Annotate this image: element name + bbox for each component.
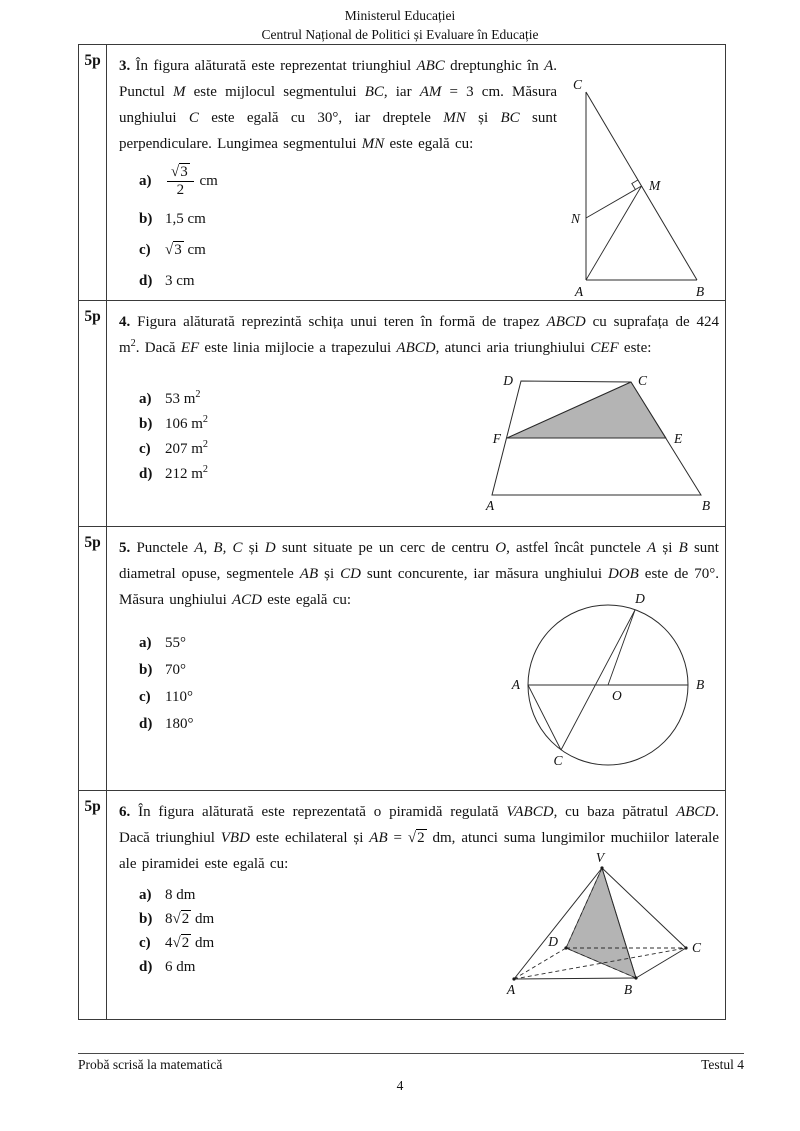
vertex-label: D bbox=[548, 934, 558, 949]
points-cell: 5p bbox=[79, 791, 107, 1019]
option-label: b) bbox=[139, 416, 153, 432]
question-row-3 bbox=[79, 45, 725, 301]
option-label: a) bbox=[139, 635, 152, 651]
option-value: 70° bbox=[165, 662, 186, 678]
shaded-triangle bbox=[507, 382, 666, 438]
option-value: 6 dm bbox=[165, 959, 196, 975]
option-value: 180° bbox=[165, 716, 194, 732]
option-value: 53 $m^2$ bbox=[165, 389, 201, 407]
figure-trapezoid bbox=[481, 368, 716, 521]
footer-left-text: Probă scrisă la matematică bbox=[78, 1057, 223, 1072]
figure-right-triangle bbox=[565, 79, 725, 306]
figure-pyramid bbox=[496, 851, 716, 1006]
vertex-label: A bbox=[485, 498, 495, 513]
option-value: 110° bbox=[165, 689, 193, 705]
vertex-label: D bbox=[503, 373, 513, 388]
option-label: d) bbox=[139, 959, 153, 975]
vertex-label: F bbox=[492, 431, 501, 446]
figure-circle bbox=[506, 592, 716, 787]
option-label: b) bbox=[139, 662, 153, 678]
vertex-label: A bbox=[574, 284, 584, 299]
question-text: 6. În figura alăturată este reprezentată o piramidă regulată VABCD, cu baza pătratul ABCD. Dacă triunghiul VBD este echilateral și AB = √2 dm, atunci suma lungimilor muchiilor laterale ale piramidei este egală cu: bbox=[119, 804, 719, 872]
option-value: 1,5 cm bbox=[165, 211, 206, 227]
page-header bbox=[0, 0, 800, 44]
center-label: O bbox=[612, 688, 622, 703]
question-row-4 bbox=[79, 301, 725, 527]
option-label: c) bbox=[139, 441, 151, 457]
option-a bbox=[139, 163, 557, 201]
option-label: b) bbox=[139, 211, 153, 227]
option-value: 55° bbox=[165, 635, 186, 651]
question-row-5 bbox=[79, 527, 725, 791]
vertex-label: C bbox=[553, 753, 563, 768]
option-value: 106 $m^2$ bbox=[165, 414, 209, 432]
points-cell: 5p bbox=[79, 527, 107, 790]
option-label: c) bbox=[139, 689, 151, 705]
option-value: 4√2 dm bbox=[165, 935, 215, 951]
vertex-label: B bbox=[623, 982, 633, 997]
option-b bbox=[139, 208, 557, 232]
option-label: a) bbox=[139, 391, 152, 407]
option-label: b) bbox=[139, 911, 153, 927]
circle-figure bbox=[506, 592, 716, 782]
option-value: 207 $m^2$ bbox=[165, 439, 209, 457]
ministry-title: Ministerul Educației bbox=[344, 8, 456, 23]
trapezoid-figure bbox=[481, 368, 716, 516]
option-label: d) bbox=[139, 273, 153, 289]
option-label: c) bbox=[139, 935, 151, 951]
option-value: √3 cm bbox=[165, 242, 206, 258]
option-label: a) bbox=[139, 173, 152, 190]
pyramid-figure bbox=[496, 851, 716, 1001]
center-subtitle: Centrul Național de Politici și Evaluare în Educație bbox=[261, 27, 539, 42]
right-angle-marker bbox=[632, 180, 638, 190]
option-label: d) bbox=[139, 466, 153, 482]
option-value: 212 $m^2$ bbox=[165, 464, 209, 482]
question-content bbox=[107, 301, 725, 526]
option-value: $\frac{√3}{2}$ cm bbox=[165, 163, 218, 201]
option-value: 8 dm bbox=[165, 887, 196, 903]
question-text: 4. Figura alăturată reprezintă schița unui teren în formă de trapez ABCD cu suprafața de 424 $m^2$. Dacă EF este linia mijlocie a trapezului ABCD, atunci aria triunghiului CEF este: bbox=[119, 314, 719, 356]
vertex-label: C bbox=[638, 373, 648, 388]
vertex-label: M bbox=[649, 178, 661, 193]
vertex-label: D bbox=[635, 592, 645, 606]
page-number: 4 bbox=[396, 1078, 404, 1093]
questions-table bbox=[78, 44, 726, 1020]
circle-chords bbox=[528, 610, 688, 750]
vertex-label: B bbox=[696, 677, 705, 692]
option-label: a) bbox=[139, 887, 152, 903]
option-value: 8√2 dm bbox=[165, 911, 215, 927]
question-text: 5. Punctele A, B, C și D sunt situate pe un cerc de centru O, astfel încât punctele A și B sunt diametral opuse, segmentele AB și CD sunt concurente, iar măsura unghiului DOB este de 70°. Măsura unghiului ACD este egală cu: bbox=[119, 540, 719, 608]
question-content bbox=[107, 791, 725, 1019]
points-cell: 5p bbox=[79, 301, 107, 526]
footer-right-text: Testul 4 bbox=[701, 1057, 744, 1072]
triangle-edges bbox=[586, 92, 697, 280]
option-label: c) bbox=[139, 242, 151, 258]
page-footer bbox=[78, 1053, 744, 1073]
option-d bbox=[139, 270, 557, 294]
vertex-label: A bbox=[506, 982, 516, 997]
question-text: 3. În figura alăturată este reprezentat triunghiul ABC dreptunghic în A. Punctul M este mijlocul segmentului BC, iar AM = 3 cm. Măsura unghiului C este egală cu 30°, iar dreptele MN și BC sunt perpendiculare. Lungimea segmentului MN este egală cu: bbox=[119, 58, 557, 152]
vertex-label: B bbox=[695, 284, 705, 299]
points-cell: 5p bbox=[79, 45, 107, 300]
question-row-6 bbox=[79, 791, 725, 1019]
option-value: 3 cm bbox=[165, 273, 195, 289]
question-content bbox=[107, 527, 725, 790]
vertex-label: E bbox=[674, 431, 683, 446]
option-c bbox=[139, 239, 557, 263]
vertex-label: N bbox=[570, 211, 580, 226]
vertex-label: A bbox=[511, 677, 520, 692]
trapezoid-edges bbox=[492, 381, 701, 495]
vertex-label: V bbox=[595, 851, 605, 865]
option-label: d) bbox=[139, 716, 153, 732]
vertex-label: C bbox=[692, 940, 702, 955]
right-triangle-figure bbox=[565, 79, 720, 301]
vertex-label: B bbox=[701, 498, 711, 513]
vertex-label: C bbox=[572, 79, 582, 92]
shaded-triangle bbox=[566, 868, 636, 978]
question-content bbox=[107, 45, 725, 300]
